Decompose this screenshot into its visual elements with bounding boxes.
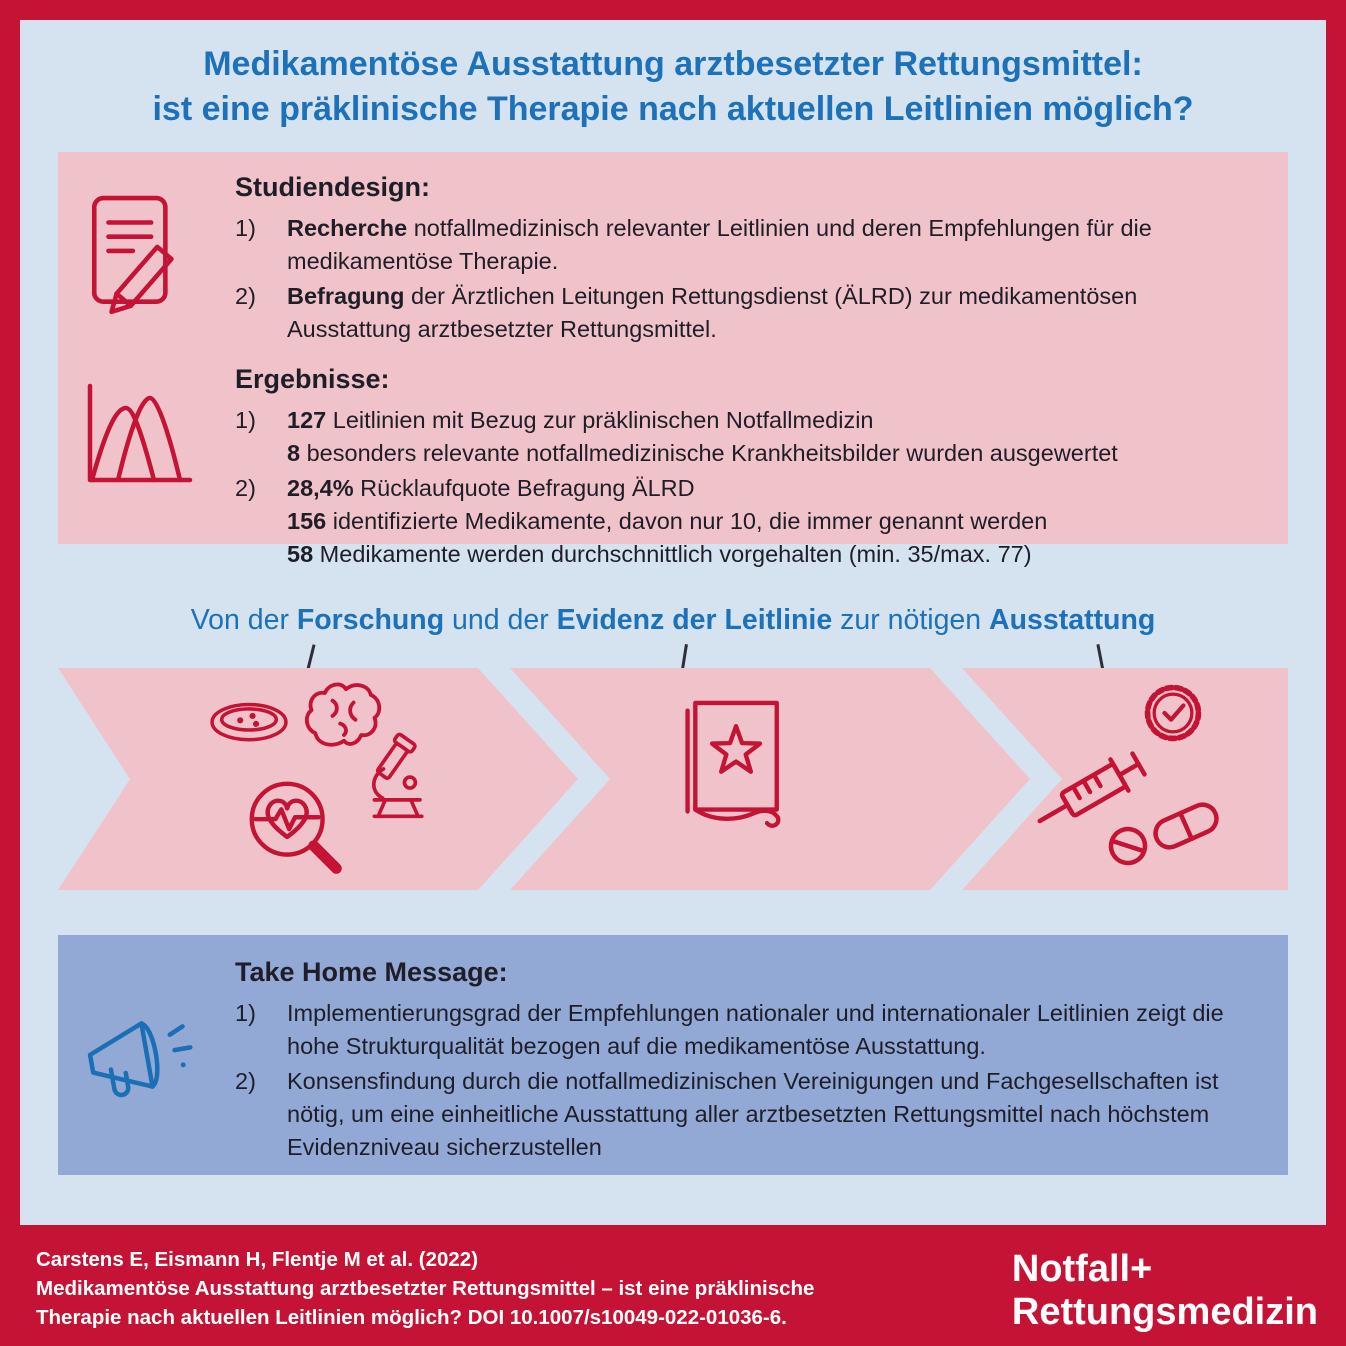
take-home-heading: Take Home Message: [235, 957, 508, 987]
flow-sentence [20, 602, 1326, 638]
result-line [287, 437, 1235, 470]
citation-block [36, 1245, 814, 1332]
page-title [20, 20, 1326, 132]
content-area [20, 20, 1326, 1225]
journal-logo-line1: Notfall+ [1011, 1248, 1153, 1290]
item-marker: 1) [235, 1000, 256, 1026]
curves-chart-icon [78, 378, 198, 490]
result-text: Medikamente werden durchschnittlich vorgehalten (min. 35/max. 77) [313, 541, 1032, 567]
study-text [235, 170, 1235, 573]
citation-line3: Therapie nach aktuellen Leitlinien möglich? DOI 10.1007/s10049-022-01036-6. [36, 1306, 787, 1329]
take-home-item-1 [235, 997, 1245, 1063]
item-lead: Recherche [287, 215, 408, 241]
result-value: 28,4% [287, 475, 354, 501]
result-value: 58 [287, 541, 314, 567]
page-title-line2: ist eine präklinische Therapie nach aktuellen Leitlinien möglich? [152, 90, 1194, 128]
citation-line1: Carstens E, Eismann H, Flentje M et al. (2022) [36, 1248, 479, 1271]
flow-segment: zur nötigen [832, 604, 990, 636]
results-item-1 [235, 404, 1235, 470]
item-marker: 2) [235, 475, 256, 501]
item-lead: Befragung [287, 283, 405, 309]
magnifier-heartbeat-icon [238, 772, 356, 890]
item-text: Implementierungsgrad der Empfehlungen nationaler und internationaler Leitlinien zeigt die hohe Strukturqualität bezogen auf die medikamentöse Ausstattung. [287, 1000, 1224, 1059]
design-item-1 [235, 212, 1235, 278]
flow-segment: Von der [190, 604, 297, 636]
design-item-2 [235, 280, 1235, 346]
guideline-document-star-icon [674, 694, 800, 832]
journal-logo-line2: Rettungsmedizin [1011, 1291, 1318, 1333]
take-home-item-2 [235, 1065, 1245, 1164]
result-value: 127 [287, 407, 327, 433]
result-text: besonders relevante notfallmedizinische Krankheitsbilder wurden ausgewertet [300, 440, 1118, 466]
petri-dish-icon [205, 694, 293, 752]
item-marker: 1) [235, 215, 256, 241]
megaphone-icon [76, 1007, 206, 1119]
study-panel [58, 152, 1288, 567]
citation-line2: Medikamentöse Ausstattung arztbesetzter Rettungsmittel – ist eine präklinische [36, 1277, 815, 1300]
result-line [287, 505, 1235, 538]
result-line [287, 404, 1235, 437]
process-arrow-band [58, 668, 1288, 890]
microscope-icon [358, 730, 440, 826]
item-marker: 1) [235, 407, 256, 433]
result-text: Rücklaufquote Befragung ÄLRD [353, 475, 695, 501]
result-value: 156 [287, 508, 327, 534]
result-text: identifizierte Medikamente, davon nur 10, die immer genannt werden [326, 508, 1048, 534]
result-line [287, 538, 1235, 571]
flow-segment-ausstattung: Ausstattung [989, 604, 1156, 636]
item-text: Konsensfindung durch die notfallmedizinischen Vereinigungen und Fachgesellschaften ist nötig, um eine einheitliche Ausstattung aller arztbesetzten Rettungsmittel nach höchstem Evidenzniveau sicherzustellen [287, 1068, 1219, 1160]
flow-segment-evidenz: Evidenz der Leitlinie [556, 604, 833, 636]
item-rest: der Ärztlichen Leitungen Rettungsdienst (ÄLRD) zur medikamentösen Ausstattung arztbesetzter Rettungsmittel. [287, 283, 1138, 342]
item-text [287, 212, 1235, 278]
take-home-text [235, 955, 1245, 1166]
result-text: Leitlinien mit Bezug zur präklinischen Notfallmedizin [326, 407, 874, 433]
pills-icon [1100, 782, 1232, 874]
flow-segment: und der [444, 604, 557, 636]
item-text [287, 404, 1235, 470]
journal-logo [1012, 1248, 1318, 1334]
item-rest: notfallmedizinisch relevanter Leitlinien und deren Empfehlungen für die medikamentöse Therapie. [287, 215, 1152, 274]
take-home-panel [58, 935, 1288, 1175]
document-pencil-icon [86, 192, 198, 320]
ergebnisse-heading: Ergebnisse: [235, 364, 390, 394]
page-title-line1: Medikamentöse Ausstattung arztbesetzter Rettungsmittel: [203, 45, 1143, 83]
item-text [287, 472, 1235, 571]
result-value: 8 [287, 440, 301, 466]
studiendesign-heading: Studiendesign: [235, 172, 430, 202]
item-marker: 2) [235, 283, 256, 309]
item-text [287, 280, 1235, 346]
result-line [287, 472, 1235, 505]
item-marker: 2) [235, 1068, 256, 1094]
results-item-2 [235, 472, 1235, 571]
flow-segment-forschung: Forschung [296, 604, 445, 636]
